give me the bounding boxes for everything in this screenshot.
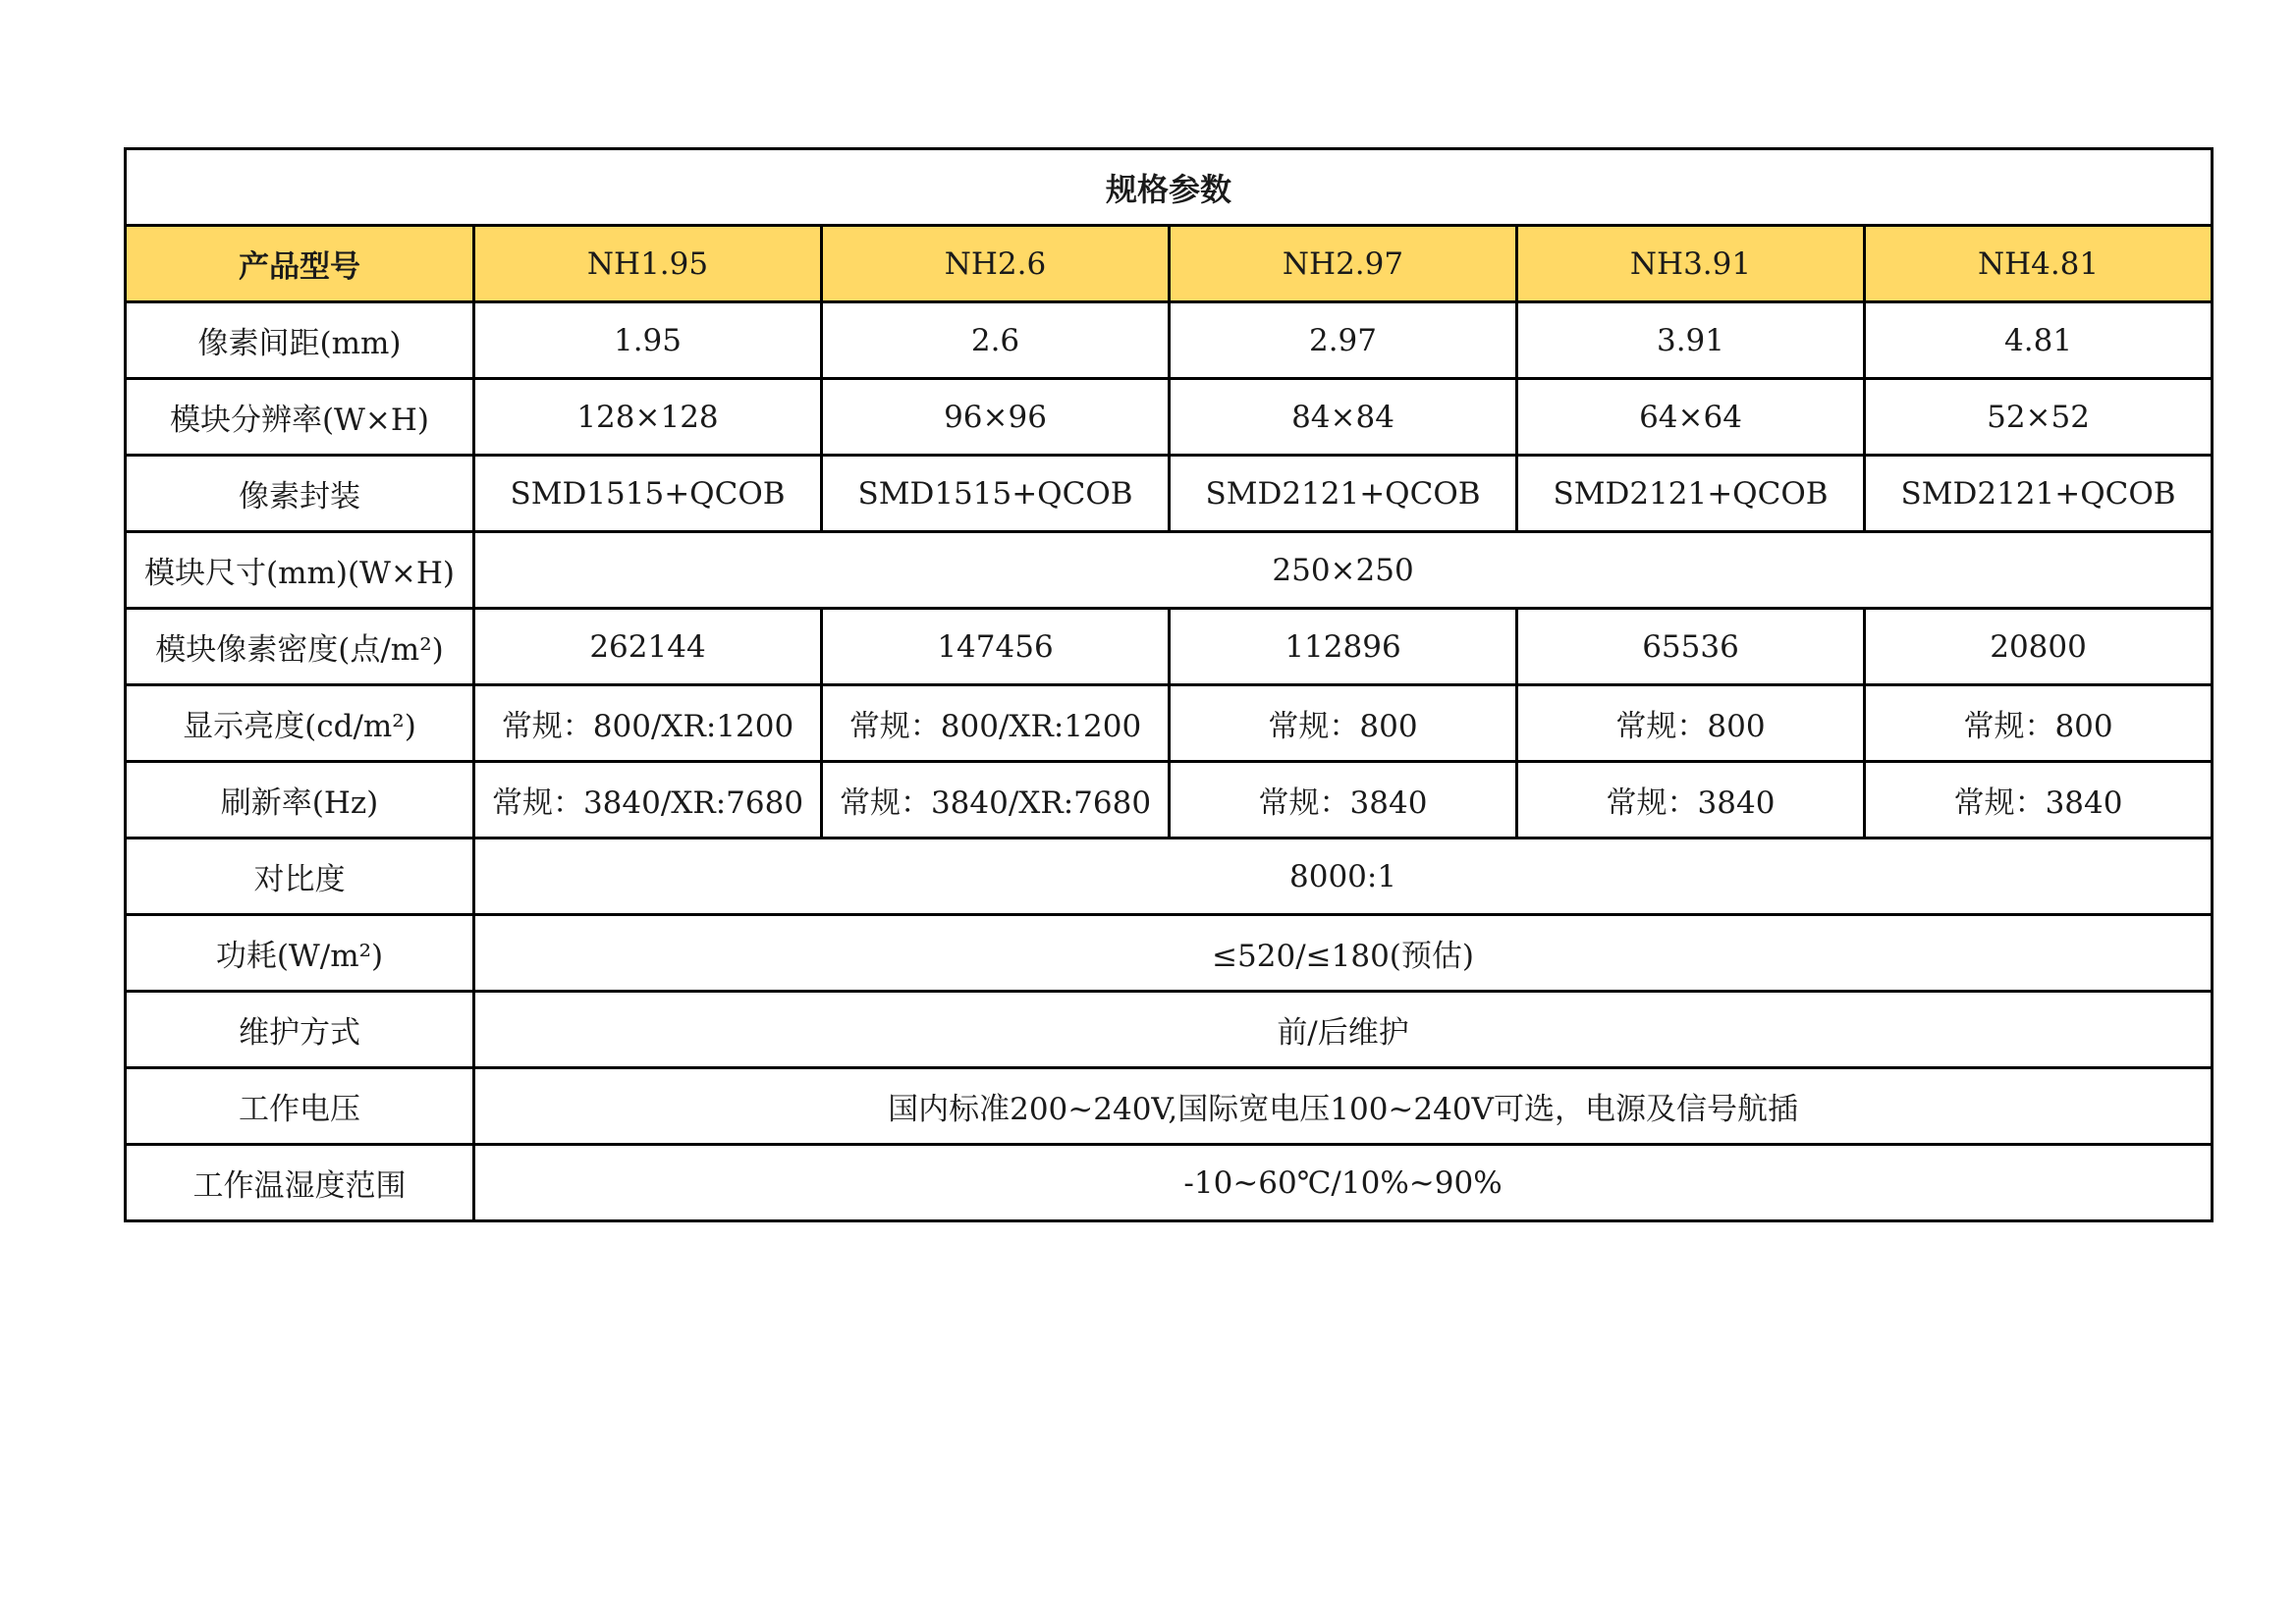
table-cell: SMD1515+QCOB	[474, 456, 822, 532]
title-row	[126, 149, 2213, 226]
table-cell: 常规：3840/XR:7680	[822, 762, 1170, 839]
table-cell: 147456	[822, 609, 1170, 685]
table-cell: 128×128	[474, 379, 822, 456]
table-row-pixel-package	[126, 456, 2213, 532]
table-cell: 1.95	[474, 302, 822, 379]
table-cell: SMD2121+QCOB	[1170, 456, 1517, 532]
table-cell: 52×52	[1865, 379, 2213, 456]
table-title: 规格参数	[126, 149, 2213, 226]
model-name: NH4.81	[1865, 226, 2213, 302]
table-row-operating-range	[126, 1145, 2213, 1221]
header-row	[126, 226, 2213, 302]
table-cell: 84×84	[1170, 379, 1517, 456]
table-cell: SMD2121+QCOB	[1517, 456, 1865, 532]
row-label: 模块尺寸(mm)(W×H)	[126, 532, 474, 609]
table-cell: 常规：800/XR:1200	[822, 685, 1170, 762]
row-label: 像素封装	[126, 456, 474, 532]
table-cell: 常规：3840	[1865, 762, 2213, 839]
table-row-voltage	[126, 1068, 2213, 1145]
table-row-power	[126, 915, 2213, 992]
table-cell: 常规：800	[1517, 685, 1865, 762]
row-label: 模块像素密度(点/m²)	[126, 609, 474, 685]
table-cell: 64×64	[1517, 379, 1865, 456]
model-name: NH1.95	[474, 226, 822, 302]
table-cell: 262144	[474, 609, 822, 685]
row-label: 维护方式	[126, 992, 474, 1068]
table-row-maintenance	[126, 992, 2213, 1068]
row-label: 显示亮度(cd/m²)	[126, 685, 474, 762]
table-cell-merged: 前/后维护	[474, 992, 2213, 1068]
table-cell: 常规：3840/XR:7680	[474, 762, 822, 839]
table-cell: 常规：3840	[1517, 762, 1865, 839]
table-cell: 常规：3840	[1170, 762, 1517, 839]
table-cell: SMD2121+QCOB	[1865, 456, 2213, 532]
table-cell-merged: ≤520/≤180(预估)	[474, 915, 2213, 992]
table-cell-merged: 国内标准200~240V,国际宽电压100~240V可选，电源及信号航插	[474, 1068, 2213, 1145]
table-row-module-size	[126, 532, 2213, 609]
table-cell: 常规：800/XR:1200	[474, 685, 822, 762]
table-row-pixel-pitch	[126, 302, 2213, 379]
table-cell: 4.81	[1865, 302, 2213, 379]
table-cell: 96×96	[822, 379, 1170, 456]
model-name: NH2.6	[822, 226, 1170, 302]
model-name: NH2.97	[1170, 226, 1517, 302]
table-cell: 65536	[1517, 609, 1865, 685]
header-label: 产品型号	[126, 226, 474, 302]
table-row-contrast	[126, 839, 2213, 915]
table-cell-merged: 8000:1	[474, 839, 2213, 915]
table-cell: 20800	[1865, 609, 2213, 685]
table-row-brightness	[126, 685, 2213, 762]
table-cell-merged: 250×250	[474, 532, 2213, 609]
row-label: 功耗(W/m²)	[126, 915, 474, 992]
row-label: 刷新率(Hz)	[126, 762, 474, 839]
table-row-pixel-density	[126, 609, 2213, 685]
table-cell: 常规：800	[1865, 685, 2213, 762]
model-name: NH3.91	[1517, 226, 1865, 302]
row-label: 工作电压	[126, 1068, 474, 1145]
row-label: 模块分辨率(W×H)	[126, 379, 474, 456]
table-cell: 112896	[1170, 609, 1517, 685]
table-row-refresh-rate	[126, 762, 2213, 839]
table-row-module-resolution	[126, 379, 2213, 456]
table-cell: 3.91	[1517, 302, 1865, 379]
table-cell: 常规：800	[1170, 685, 1517, 762]
table-cell-merged: -10~60℃/10%~90%	[474, 1145, 2213, 1221]
table-cell: 2.97	[1170, 302, 1517, 379]
row-label: 工作温湿度范围	[126, 1145, 474, 1221]
row-label: 像素间距(mm)	[126, 302, 474, 379]
row-label: 对比度	[126, 839, 474, 915]
spec-table	[124, 147, 2214, 1222]
table-cell: 2.6	[822, 302, 1170, 379]
table-cell: SMD1515+QCOB	[822, 456, 1170, 532]
